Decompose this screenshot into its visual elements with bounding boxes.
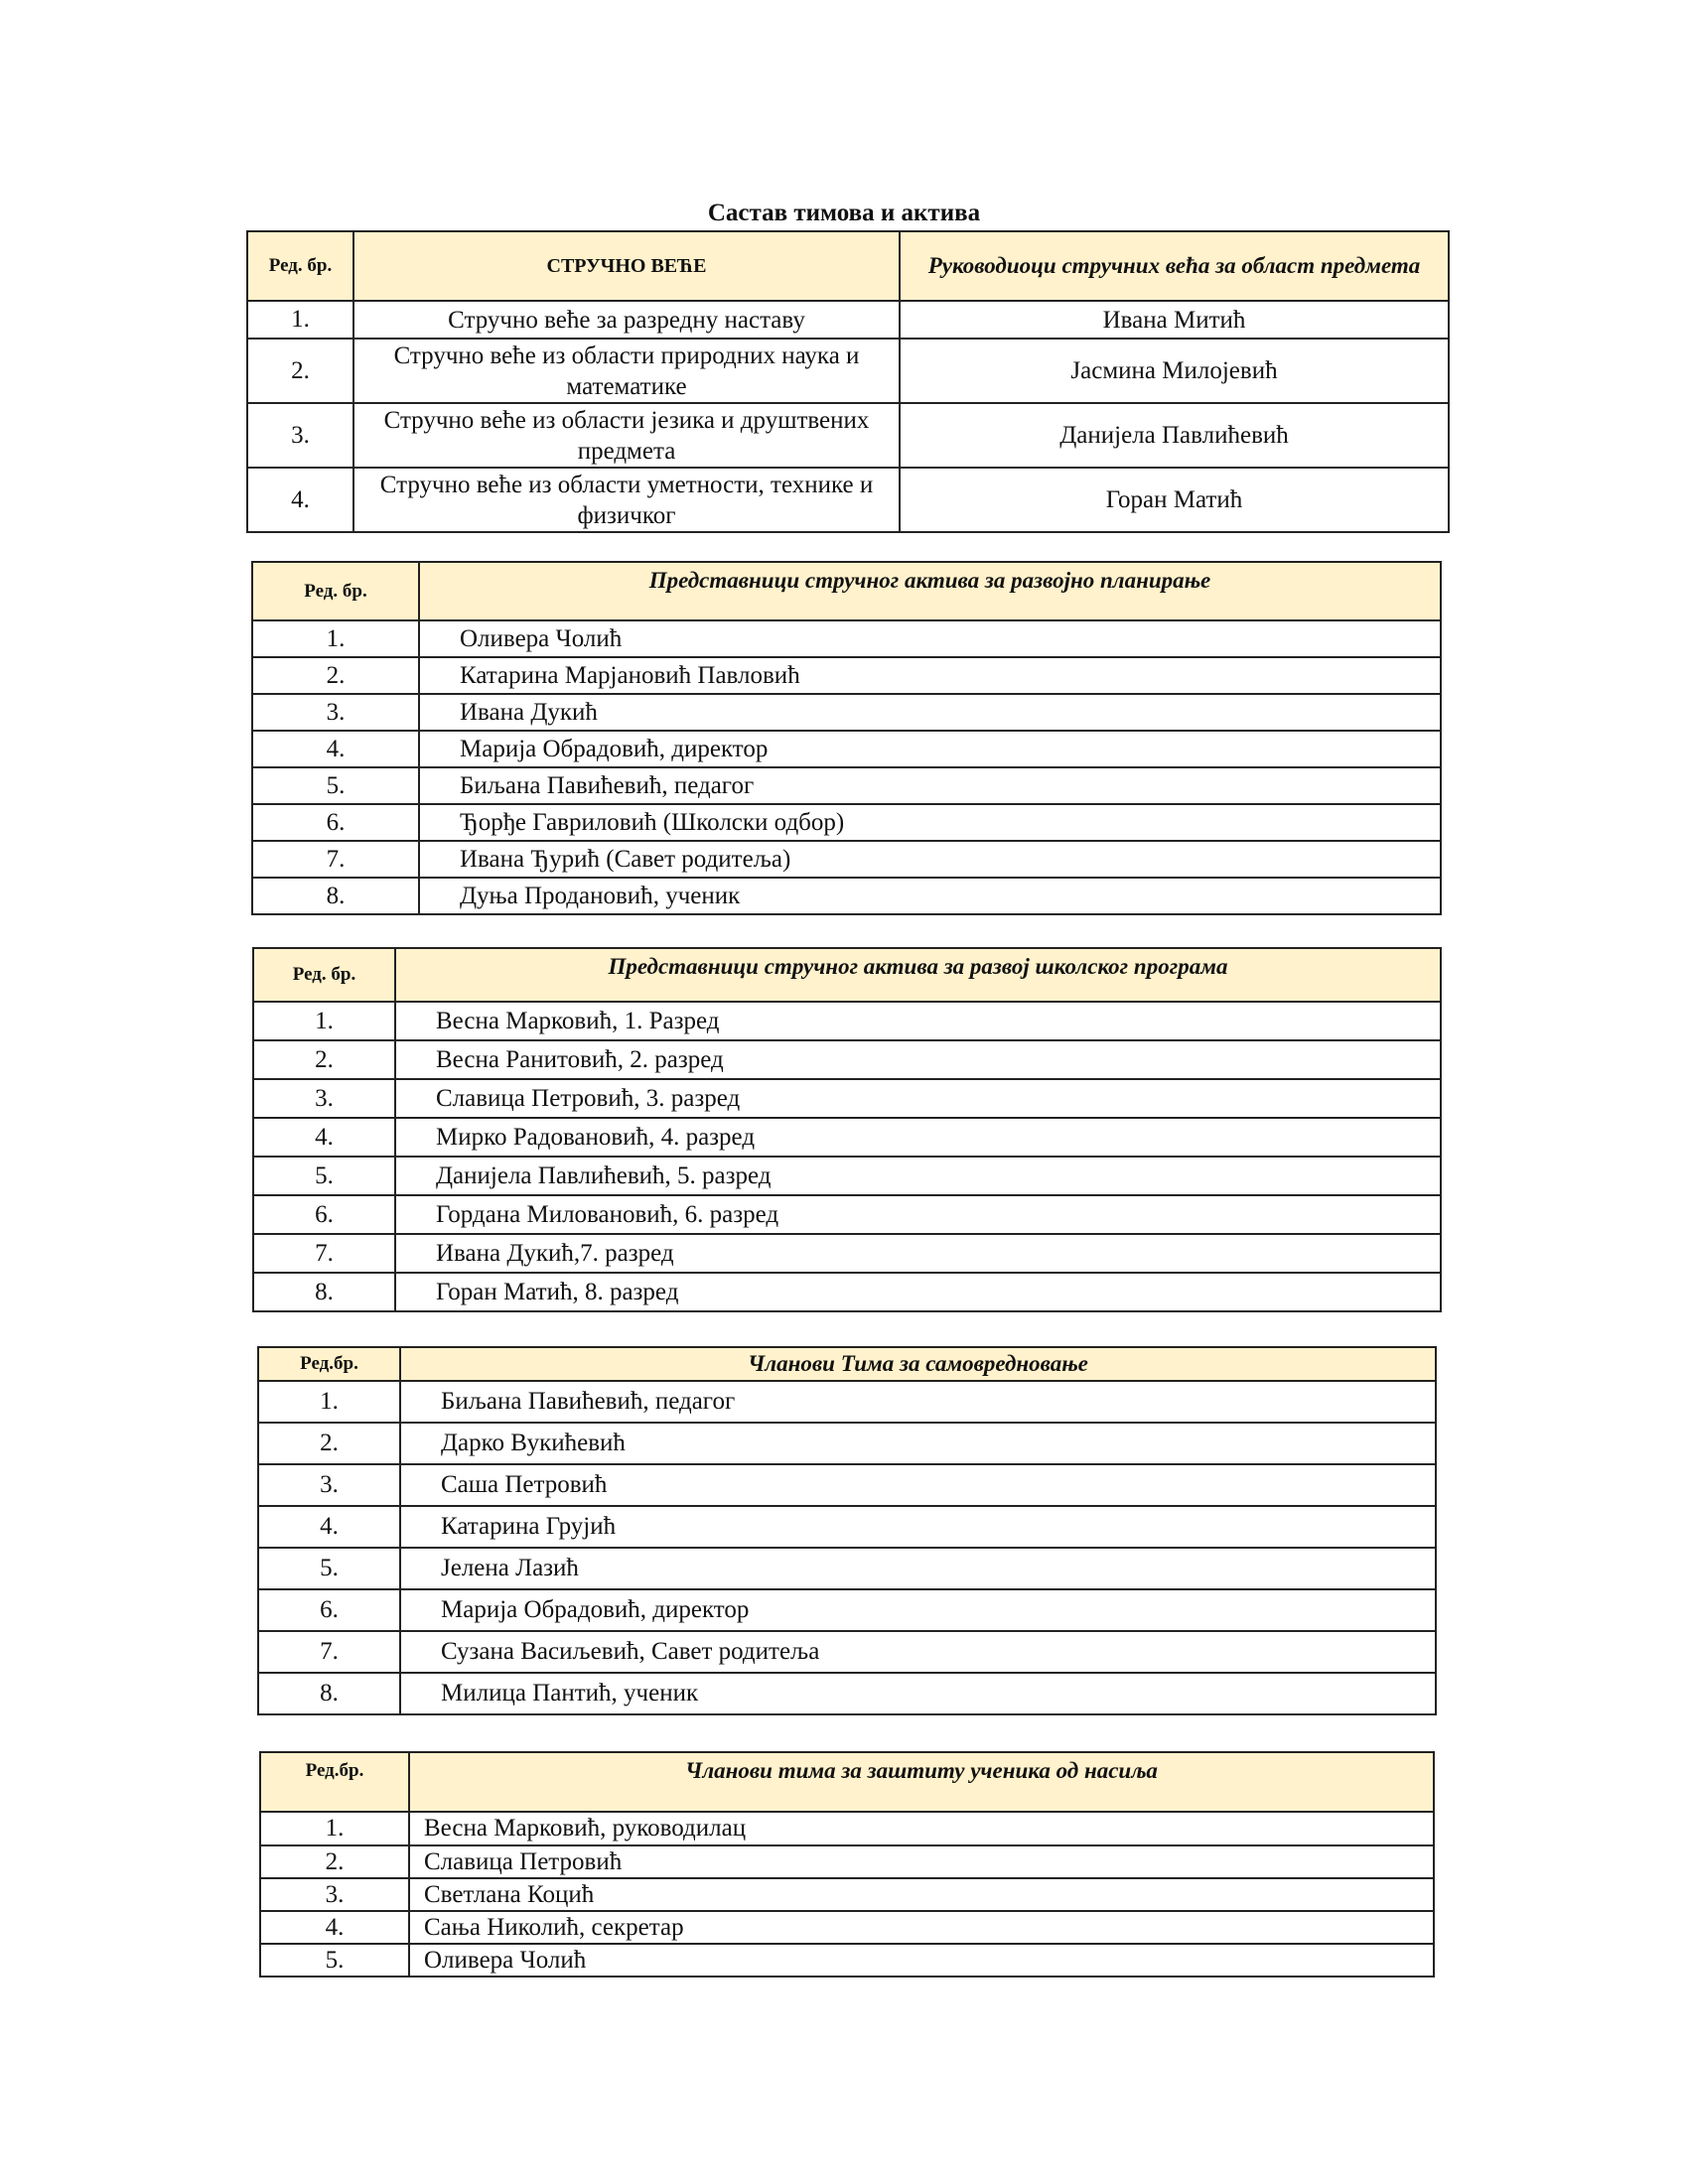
member-name: Горан Матић, 8. разред <box>395 1273 1441 1311</box>
table-header-row <box>253 948 1441 1002</box>
member-name: Ивана Дукић <box>419 694 1441 731</box>
col-header-num: Ред.бр. <box>260 1752 409 1812</box>
row-num: 5. <box>260 1944 409 1977</box>
member-name: Милица Пантић, ученик <box>400 1673 1436 1714</box>
table-row <box>253 1234 1441 1273</box>
table-row <box>260 1911 1434 1944</box>
table-row <box>260 1845 1434 1878</box>
table-row <box>258 1548 1436 1589</box>
table-row <box>253 1002 1441 1040</box>
member-name: Јелена Лазић <box>400 1548 1436 1589</box>
table-row <box>252 878 1441 914</box>
row-num: 1. <box>253 1002 395 1040</box>
table-row <box>252 804 1441 841</box>
council-name: Стручно веће из области језика и друштвених предмета <box>353 403 900 468</box>
table-row <box>258 1423 1436 1464</box>
violence-protection-table <box>259 1751 1435 1978</box>
table-heading: Представници стручног актива за развој школског програма <box>395 948 1441 1002</box>
table-row <box>260 1944 1434 1977</box>
table-row <box>247 403 1449 468</box>
council-leader: Ивана Митић <box>900 301 1449 339</box>
table-row <box>247 468 1449 532</box>
table-row <box>247 301 1449 339</box>
row-num: 2. <box>258 1423 400 1464</box>
col-header-num: Ред. бр. <box>252 562 419 620</box>
col-header-num: Ред.бр. <box>258 1347 400 1381</box>
council-name: Стручно веће из области природних наука и математике <box>353 339 900 403</box>
table-row <box>253 1079 1441 1118</box>
row-num: 8. <box>252 878 419 914</box>
row-num: 3. <box>253 1079 395 1118</box>
member-name: Дуња Продановић, ученик <box>419 878 1441 914</box>
table-header-row <box>260 1752 1434 1812</box>
row-num: 8. <box>253 1273 395 1311</box>
member-name: Весна Ранитовић, 2. разред <box>395 1040 1441 1079</box>
row-num: 3. <box>247 403 353 468</box>
row-num: 2. <box>247 339 353 403</box>
table-header-row <box>258 1347 1436 1381</box>
table-row <box>252 841 1441 878</box>
member-name: Оливера Чолић <box>419 620 1441 657</box>
development-planning-table <box>251 561 1442 915</box>
council-leader: Јасмина Милојевић <box>900 339 1449 403</box>
member-name: Катарина Грујић <box>400 1506 1436 1548</box>
member-name: Данијела Павлићевић, 5. разред <box>395 1157 1441 1195</box>
row-num: 5. <box>258 1548 400 1589</box>
row-num: 5. <box>253 1157 395 1195</box>
member-name: Сузана Васиљевић, Савет родитеља <box>400 1631 1436 1673</box>
page-title: Састав тимова и актива <box>707 200 981 226</box>
row-num: 7. <box>252 841 419 878</box>
table-row <box>253 1157 1441 1195</box>
row-num: 1. <box>260 1812 409 1845</box>
row-num: 2. <box>260 1845 409 1878</box>
row-num: 5. <box>252 767 419 804</box>
table-row <box>253 1118 1441 1157</box>
member-name: Ђорђе Гавриловић (Школски одбор) <box>419 804 1441 841</box>
table-row <box>258 1381 1436 1423</box>
row-num: 6. <box>252 804 419 841</box>
table-row <box>252 767 1441 804</box>
member-name: Мирко Радовановић, 4. разред <box>395 1118 1441 1157</box>
row-num: 8. <box>258 1673 400 1714</box>
member-name: Дарко Вукићевић <box>400 1423 1436 1464</box>
member-name: Сања Николић, секретар <box>409 1911 1434 1944</box>
council-leader: Горан Матић <box>900 468 1449 532</box>
member-name: Ивана Дукић,7. разред <box>395 1234 1441 1273</box>
council-name: Стручно веће из области уметности, технике и физичког <box>353 468 900 532</box>
col-header-council: СТРУЧНО ВЕЋЕ <box>353 231 900 301</box>
row-num: 4. <box>247 468 353 532</box>
row-num: 1. <box>252 620 419 657</box>
table-row <box>253 1040 1441 1079</box>
table-row <box>252 620 1441 657</box>
row-num: 4. <box>258 1506 400 1548</box>
row-num: 7. <box>253 1234 395 1273</box>
member-name: Саша Петровић <box>400 1464 1436 1506</box>
col-header-leader: Руководиоци стручних већа за област предмета <box>900 231 1449 301</box>
table-heading: Чланови тима за заштиту ученика од насиља <box>409 1752 1434 1812</box>
member-name: Гордана Миловановић, 6. разред <box>395 1195 1441 1234</box>
member-name: Славица Петровић, 3. разред <box>395 1079 1441 1118</box>
member-name: Весна Марковић, 1. Разред <box>395 1002 1441 1040</box>
table-row <box>258 1673 1436 1714</box>
row-num: 2. <box>252 657 419 694</box>
member-name: Марија Обрадовић, директор <box>419 731 1441 767</box>
self-evaluation-table <box>257 1346 1437 1715</box>
council-name: Стручно веће за разредну наставу <box>353 301 900 339</box>
row-num: 1. <box>247 301 353 339</box>
row-num: 6. <box>258 1589 400 1631</box>
table-header-row <box>252 562 1441 620</box>
table-row <box>252 694 1441 731</box>
row-num: 4. <box>253 1118 395 1157</box>
table-header-row <box>247 231 1449 301</box>
table-row <box>258 1631 1436 1673</box>
row-num: 3. <box>252 694 419 731</box>
col-header-num: Ред. бр. <box>253 948 395 1002</box>
row-num: 2. <box>253 1040 395 1079</box>
row-num: 6. <box>253 1195 395 1234</box>
table-row <box>258 1589 1436 1631</box>
row-num: 1. <box>258 1381 400 1423</box>
table-row <box>258 1506 1436 1548</box>
table-row <box>260 1812 1434 1845</box>
member-name: Биљана Павићевић, педагог <box>400 1381 1436 1423</box>
row-num: 3. <box>260 1878 409 1911</box>
table-row <box>252 731 1441 767</box>
member-name: Ивана Ђурић (Савет родитеља) <box>419 841 1441 878</box>
member-name: Марија Обрадовић, директор <box>400 1589 1436 1631</box>
table-heading: Представници стручног актива за развојно планирање <box>419 562 1441 620</box>
member-name: Славица Петровић <box>409 1845 1434 1878</box>
row-num: 3. <box>258 1464 400 1506</box>
table-row <box>253 1273 1441 1311</box>
member-name: Оливера Чолић <box>409 1944 1434 1977</box>
table-heading: Чланови Тима за самовредновање <box>400 1347 1436 1381</box>
table-row <box>253 1195 1441 1234</box>
school-program-table <box>252 947 1442 1312</box>
member-name: Светлана Коцић <box>409 1878 1434 1911</box>
table-row <box>252 657 1441 694</box>
member-name: Биљана Павићевић, педагог <box>419 767 1441 804</box>
table-row <box>258 1464 1436 1506</box>
table-row <box>247 339 1449 403</box>
table-row <box>260 1878 1434 1911</box>
member-name: Катарина Марјановић Павловић <box>419 657 1441 694</box>
row-num: 7. <box>258 1631 400 1673</box>
subject-councils-table <box>246 230 1450 533</box>
row-num: 4. <box>260 1911 409 1944</box>
col-header-num: Ред. бр. <box>247 231 353 301</box>
row-num: 4. <box>252 731 419 767</box>
council-leader: Данијела Павлићевић <box>900 403 1449 468</box>
member-name: Весна Марковић, руководилац <box>409 1812 1434 1845</box>
